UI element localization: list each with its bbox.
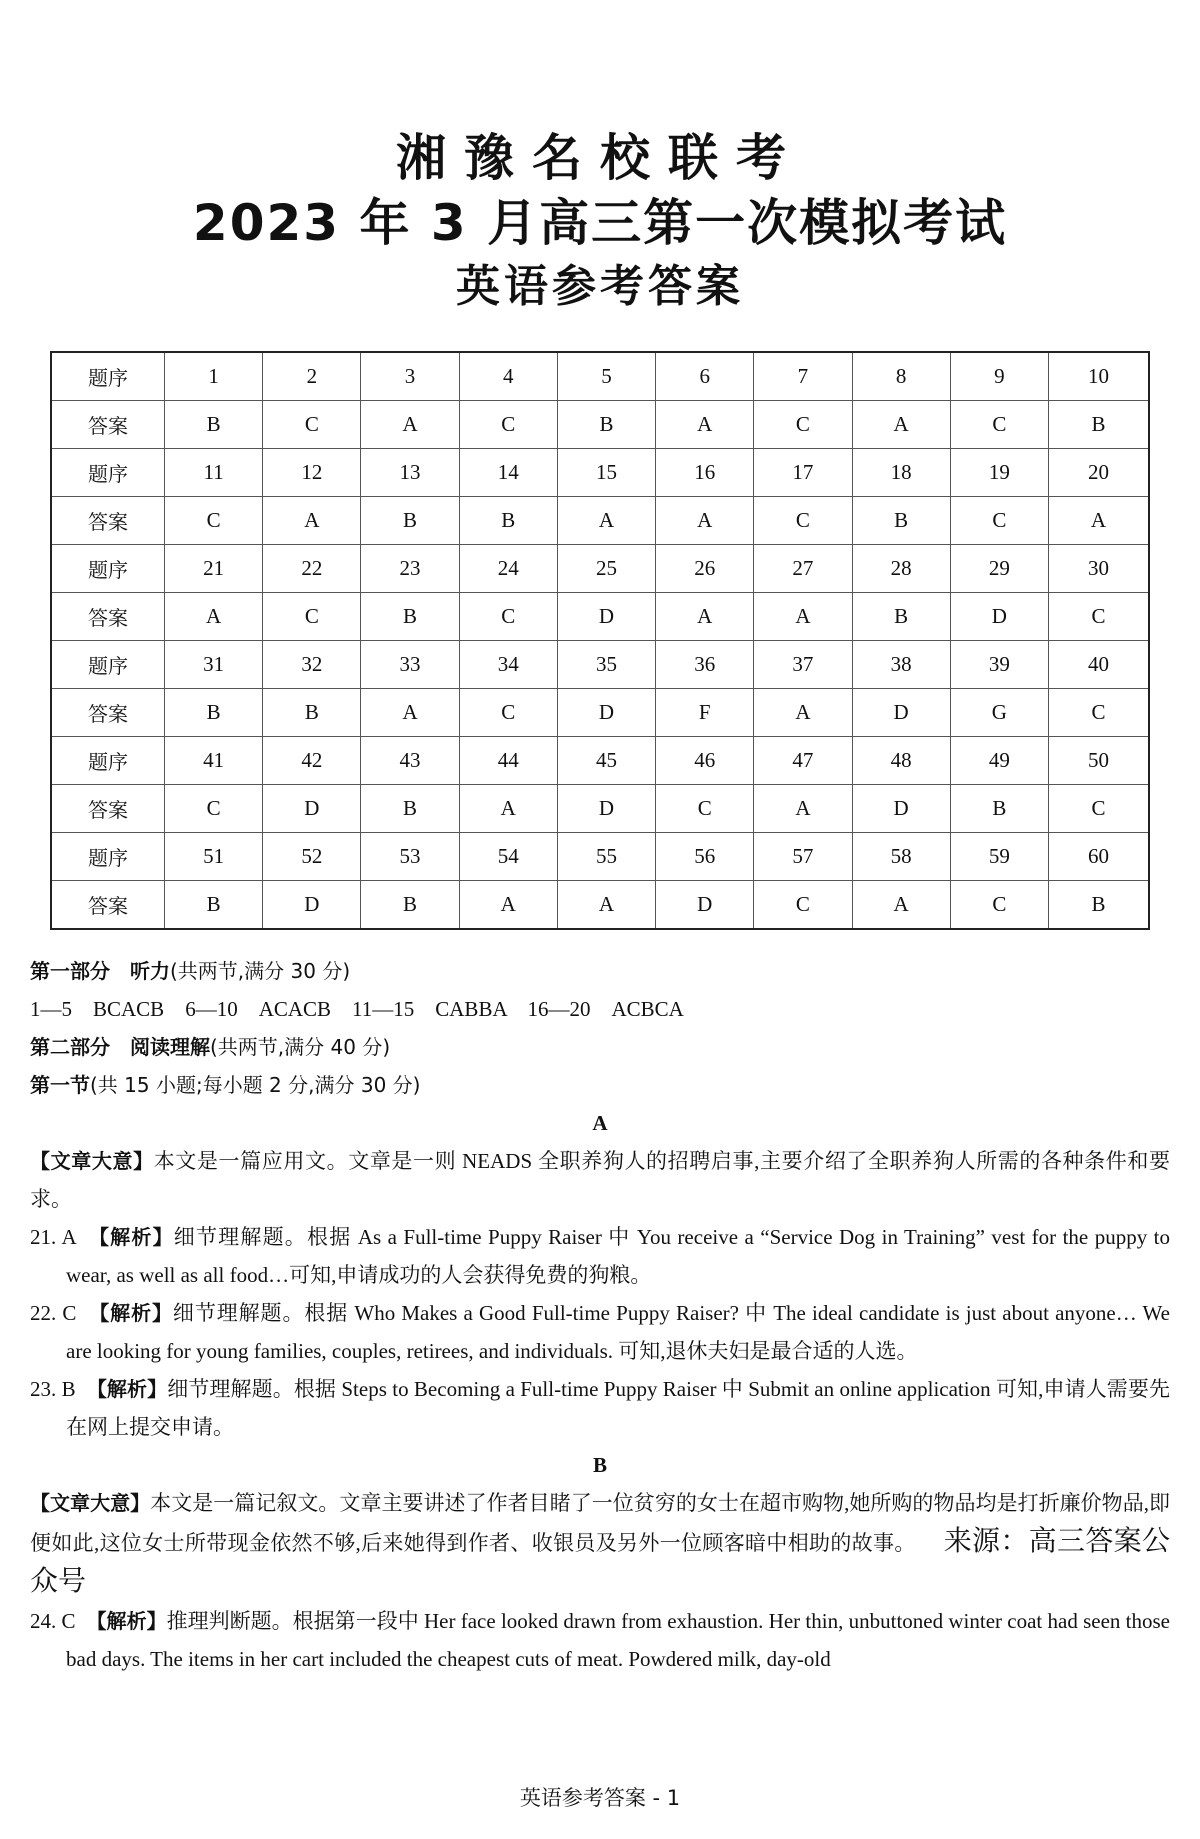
- summary-b: 【文章大意】本文是一篇记叙文。文章主要讲述了作者目睹了一位贫穷的女士在超市购物,她所购的物品均是打折廉价物品,即便如此,这位女士所带现金依然不够,后来她得到作者、收银员及另外一位顾客暗中相助的故事。 来源：高三答案公众号: [30, 1491, 1171, 1597]
- question-number-cell: 7: [754, 352, 852, 401]
- question-number-cell: 13: [361, 449, 459, 497]
- answer-cell: C: [459, 593, 557, 641]
- answer-cell: C: [950, 881, 1048, 930]
- answer-cell: B: [361, 785, 459, 833]
- row-label: 答案: [51, 593, 165, 641]
- answer-cell: C: [263, 401, 361, 449]
- question-number-cell: 38: [852, 641, 950, 689]
- answer-cell: A: [459, 881, 557, 930]
- passage-b-label: B: [592, 1453, 607, 1477]
- answer-cell: A: [754, 785, 852, 833]
- question-number-cell: 23: [361, 545, 459, 593]
- question-number-cell: 46: [656, 737, 754, 785]
- answer-cell: A: [557, 497, 655, 545]
- question-number-cell: 49: [950, 737, 1048, 785]
- question-number-cell: 8: [852, 352, 950, 401]
- answer-row: [51, 497, 1149, 545]
- answer-cell: B: [1048, 881, 1149, 930]
- row-label: 题序: [51, 352, 165, 401]
- question-number-cell: 17: [754, 449, 852, 497]
- answer-cell: A: [165, 593, 263, 641]
- answer-cell: C: [263, 593, 361, 641]
- answer-cell: A: [852, 401, 950, 449]
- question-number-cell: 24: [459, 545, 557, 593]
- question-number-cell: 11: [165, 449, 263, 497]
- answer-cell: B: [263, 689, 361, 737]
- question-number-cell: 53: [361, 833, 459, 881]
- number-row: [51, 545, 1149, 593]
- answer-cell: A: [557, 881, 655, 930]
- answer-cell: D: [852, 689, 950, 737]
- answer-cell: D: [656, 881, 754, 930]
- question-number-cell: 45: [557, 737, 655, 785]
- answer-cell: B: [165, 881, 263, 930]
- question-number-cell: 28: [852, 545, 950, 593]
- number-row: [51, 449, 1149, 497]
- summary-a: 【文章大意】本文是一篇应用文。文章是一则 NEADS 全职养狗人的招聘启事,主要介绍了全职养狗人所需的各种条件和要求。: [30, 1149, 1171, 1211]
- question-number-cell: 6: [656, 352, 754, 401]
- question-number-cell: 31: [165, 641, 263, 689]
- question-number-cell: 1: [165, 352, 263, 401]
- question-number-cell: 42: [263, 737, 361, 785]
- answer-cell: B: [361, 497, 459, 545]
- answer-24: 24. C 【解析】推理判断题。根据第一段中 Her face looked drawn from exhaustion. Her thin, unbuttoned winter coat had seen those bad days. The items in her cart included the cheapest cuts of meat. Powdered milk, day-old: [30, 1609, 1170, 1671]
- question-number-cell: 59: [950, 833, 1048, 881]
- answer-cell: G: [950, 689, 1048, 737]
- passage-a-label: A: [592, 1111, 608, 1135]
- answer-21: 21. A 【解析】细节理解题。根据 As a Full-time Puppy Raiser 中 You receive a “Service Dog in Training” vest for the puppy to wear, as well as all food…可知,申请成功的人会获得免费的狗粮。: [30, 1225, 1170, 1287]
- question-number-cell: 4: [459, 352, 557, 401]
- number-row: [51, 641, 1149, 689]
- question-number-cell: 15: [557, 449, 655, 497]
- answer-row: [51, 785, 1149, 833]
- question-number-cell: 51: [165, 833, 263, 881]
- question-number-cell: 27: [754, 545, 852, 593]
- number-row: [51, 833, 1149, 881]
- question-number-cell: 32: [263, 641, 361, 689]
- page-footer: 英语参考答案 - 1: [519, 1786, 681, 1810]
- answer-cell: D: [263, 881, 361, 930]
- answer-cell: A: [361, 689, 459, 737]
- question-number-cell: 37: [754, 641, 852, 689]
- question-number-cell: 26: [656, 545, 754, 593]
- question-number-cell: 48: [852, 737, 950, 785]
- answer-cell: C: [459, 689, 557, 737]
- answer-cell: A: [656, 497, 754, 545]
- question-number-cell: 25: [557, 545, 655, 593]
- row-label: 题序: [51, 833, 165, 881]
- answer-cell: A: [656, 593, 754, 641]
- answer-23: 23. B 【解析】细节理解题。根据 Steps to Becoming a Full-time Puppy Raiser 中 Submit an online application 可知,申请人需要先在网上提交申请。: [30, 1377, 1170, 1439]
- answer-cell: C: [165, 497, 263, 545]
- answer-cell: D: [950, 593, 1048, 641]
- question-number-cell: 30: [1048, 545, 1149, 593]
- row-label: 答案: [51, 497, 165, 545]
- answer-cell: A: [1048, 497, 1149, 545]
- answer-cell: C: [754, 881, 852, 930]
- answer-cell: A: [754, 593, 852, 641]
- question-number-cell: 21: [165, 545, 263, 593]
- question-number-cell: 36: [656, 641, 754, 689]
- question-number-cell: 20: [1048, 449, 1149, 497]
- part2-heading: 第二部分 阅读理解(共两节,满分 40 分): [30, 1035, 391, 1059]
- question-number-cell: 5: [557, 352, 655, 401]
- answer-cell: B: [361, 881, 459, 930]
- number-row: [51, 352, 1149, 401]
- answer-cell: C: [950, 401, 1048, 449]
- question-number-cell: 50: [1048, 737, 1149, 785]
- answer-row: [51, 689, 1149, 737]
- answer-cell: C: [754, 497, 852, 545]
- answer-cell: F: [656, 689, 754, 737]
- answer-cell: D: [852, 785, 950, 833]
- answer-cell: D: [557, 593, 655, 641]
- answer-cell: A: [361, 401, 459, 449]
- question-number-cell: 35: [557, 641, 655, 689]
- answer-cell: B: [459, 497, 557, 545]
- question-number-cell: 44: [459, 737, 557, 785]
- answer-cell: A: [459, 785, 557, 833]
- question-number-cell: 22: [263, 545, 361, 593]
- question-number-cell: 9: [950, 352, 1048, 401]
- question-number-cell: 34: [459, 641, 557, 689]
- answer-cell: C: [1048, 689, 1149, 737]
- section1-heading: 第一节(共 15 小题;每小题 2 分,满分 30 分): [30, 1073, 421, 1097]
- question-number-cell: 18: [852, 449, 950, 497]
- answer-table: [50, 351, 1150, 930]
- answer-22: 22. C 【解析】细节理解题。根据 Who Makes a Good Full-time Puppy Raiser? 中 The ideal candidate is just about anyone… We are looking for young families, couples, retirees, and individuals. 可知,退休夫妇是最合适的人选。: [30, 1301, 1170, 1363]
- question-number-cell: 39: [950, 641, 1048, 689]
- answer-cell: C: [1048, 593, 1149, 641]
- row-label: 答案: [51, 785, 165, 833]
- answer-cell: D: [557, 785, 655, 833]
- answer-cell: B: [165, 401, 263, 449]
- question-number-cell: 56: [656, 833, 754, 881]
- question-number-cell: 29: [950, 545, 1048, 593]
- answer-cell: C: [754, 401, 852, 449]
- document-title: 英语参考答案: [456, 261, 744, 312]
- answer-cell: C: [165, 785, 263, 833]
- answer-cell: D: [263, 785, 361, 833]
- exam-title: 湘豫名校联考: [396, 129, 804, 187]
- answer-row: [51, 593, 1149, 641]
- row-label: 答案: [51, 401, 165, 449]
- listening-answers: 1—5 BCACB 6—10 ACACB 11—15 CABBA 16—20 ACBCA: [30, 997, 684, 1021]
- exam-subtitle: 2023 年 3 月高三第一次模拟考试: [192, 194, 1008, 252]
- answer-cell: B: [165, 689, 263, 737]
- question-number-cell: 47: [754, 737, 852, 785]
- answer-cell: A: [754, 689, 852, 737]
- answer-cell: B: [852, 497, 950, 545]
- question-number-cell: 55: [557, 833, 655, 881]
- question-number-cell: 14: [459, 449, 557, 497]
- answer-cell: A: [852, 881, 950, 930]
- question-number-cell: 41: [165, 737, 263, 785]
- row-label: 答案: [51, 689, 165, 737]
- question-number-cell: 10: [1048, 352, 1149, 401]
- question-number-cell: 54: [459, 833, 557, 881]
- row-label: 题序: [51, 545, 165, 593]
- answer-cell: B: [557, 401, 655, 449]
- question-number-cell: 43: [361, 737, 459, 785]
- question-number-cell: 58: [852, 833, 950, 881]
- question-number-cell: 57: [754, 833, 852, 881]
- question-number-cell: 19: [950, 449, 1048, 497]
- question-number-cell: 33: [361, 641, 459, 689]
- question-number-cell: 2: [263, 352, 361, 401]
- question-number-cell: 12: [263, 449, 361, 497]
- answer-cell: A: [656, 401, 754, 449]
- question-number-cell: 16: [656, 449, 754, 497]
- answer-cell: C: [950, 497, 1048, 545]
- question-number-cell: 52: [263, 833, 361, 881]
- question-number-cell: 3: [361, 352, 459, 401]
- number-row: [51, 737, 1149, 785]
- row-label: 题序: [51, 449, 165, 497]
- row-label: 题序: [51, 737, 165, 785]
- answer-cell: B: [950, 785, 1048, 833]
- answer-cell: A: [263, 497, 361, 545]
- answer-cell: B: [1048, 401, 1149, 449]
- answer-row: [51, 401, 1149, 449]
- answer-row: [51, 881, 1149, 930]
- row-label: 题序: [51, 641, 165, 689]
- answer-cell: B: [852, 593, 950, 641]
- part1-heading: 第一部分 听力(共两节,满分 30 分): [30, 959, 351, 983]
- row-label: 答案: [51, 881, 165, 930]
- source-watermark: 来源：高三答案公众号: [30, 1524, 1170, 1597]
- question-number-cell: 40: [1048, 641, 1149, 689]
- answer-explanations: [30, 952, 1170, 1678]
- question-number-cell: 60: [1048, 833, 1149, 881]
- answer-cell: C: [656, 785, 754, 833]
- answer-cell: D: [557, 689, 655, 737]
- answer-cell: C: [1048, 785, 1149, 833]
- answer-cell: B: [361, 593, 459, 641]
- answer-cell: C: [459, 401, 557, 449]
